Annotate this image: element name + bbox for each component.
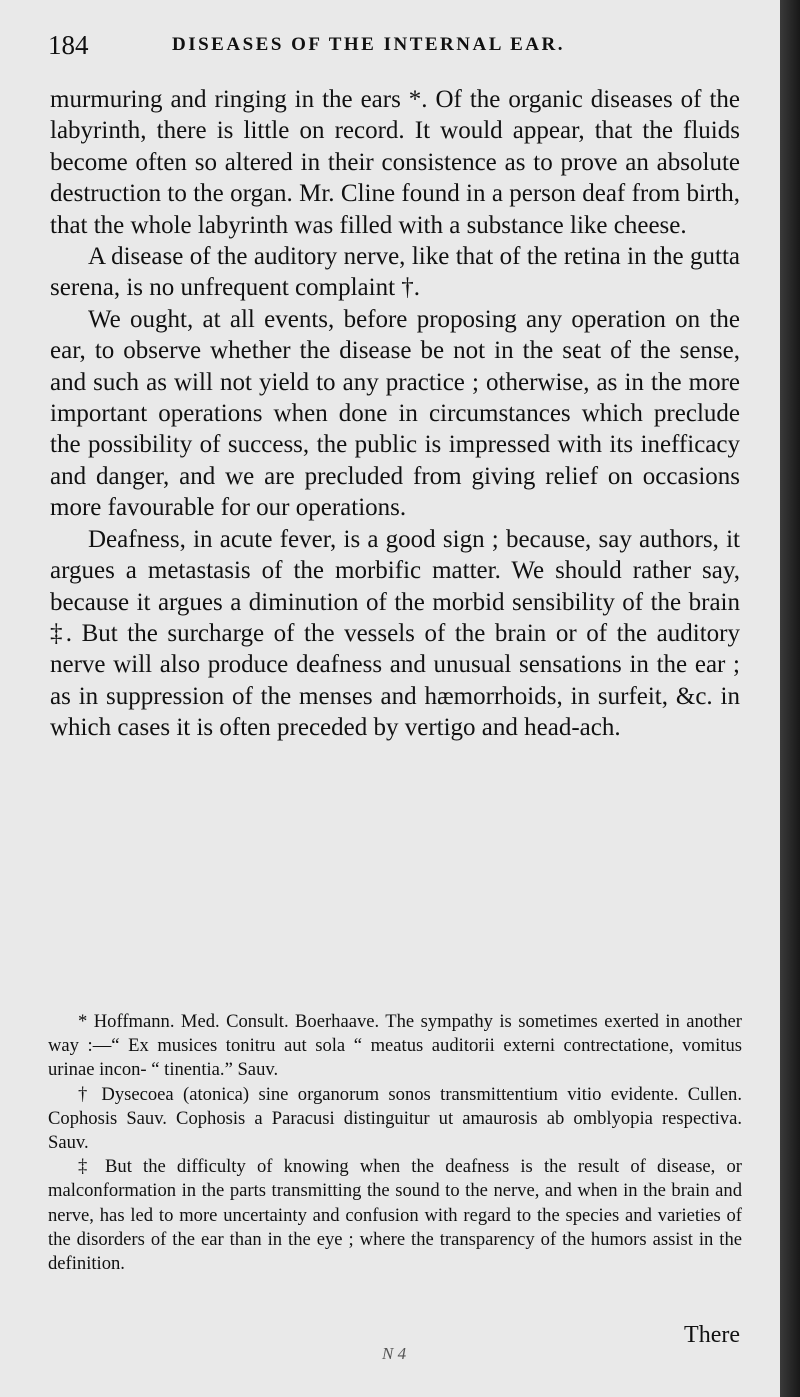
page-edge [780,0,800,1397]
catchword: There [684,1322,740,1348]
page-header [48,30,748,70]
paragraph: murmuring and ringing in the ears *. Of the organic diseases of the labyrinth, there is little on record. It would appear, that the fluids become often so altered in their consistence as to prove an absolute destruction to the organ. Mr. Cline found in a person deaf from birth, that the whole labyrinth was filled with a substance like cheese. [50,86,740,239]
paragraph: A disease of the auditory nerve, like that of the retina in the gutta serena, is no unfrequent complaint †. [50,243,740,302]
page-number: 184 [48,30,89,60]
main-text [50,84,740,744]
footnote: † Dysecoea (atonica) sine organorum sonos transmittentium vitio evidente. Cullen. Cophosis Sauv. Cophosis a Paracusi distinguitur ut amaurosis ab omblyopia respectiva. Sauv. [48,1083,742,1154]
running-title: DISEASES OF THE INTERNAL EAR. [172,34,565,55]
footnotes [48,1010,742,1276]
footnote: ‡ But the difficulty of knowing when the deafness is the result of disease, or malconformation in the parts transmitting the sound to the nerve, and when in the brain and nerve, has led to more uncertainty and confusion with regard to the species and varieties of the disorders of the ear than in the eye ; where the transparency of the humors assist in the definition. [48,1156,742,1275]
paragraph: We ought, at all events, before proposing any operation on the ear, to observe whether the disease be not in the seat of the sense, and such as will not yield to any practice ; otherwise, as in the more important operations when done in circumstances which preclude the possibility of success, the public is impressed with its inefficacy and danger, and we are precluded from giving relief on occasions more favourable for our operations. [50,305,740,522]
paragraph: Deafness, in acute fever, is a good sign ; because, say authors, it argues a metastasis of the morbific matter. We should rather say, because it argues a diminution of the morbid sensibility of the brain ‡. But the surcharge of the vessels of the brain or of the auditory nerve will also produce deafness and unusual sensations in the ear ; as in suppression of the menses and hæmorrhoids, in surfeit, &c. in which cases it is often preceded by vertigo and head-ach. [50,525,740,742]
footnote: * Hoffmann. Med. Consult. Boerhaave. The sympathy is sometimes exerted in another way :—“ Ex musices tonitru aut sola “ meatus auditorii externi contrectatione, vomitus urinae incon- “ tinentia.” Sauv. [48,1011,742,1081]
signature-mark: N 4 [382,1344,407,1363]
